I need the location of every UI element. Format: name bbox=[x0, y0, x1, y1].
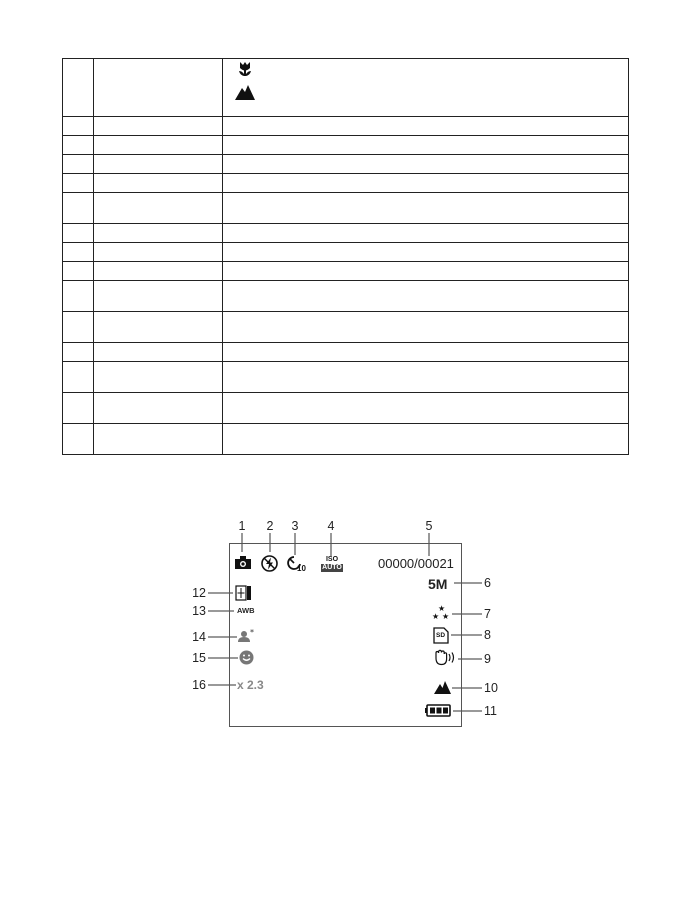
zoom-indicator: x 2.3 bbox=[237, 678, 264, 692]
landscape-icon bbox=[434, 681, 451, 694]
iso-label: ISO bbox=[325, 556, 339, 563]
flash-off-icon bbox=[261, 555, 278, 572]
camera-icon bbox=[235, 556, 251, 569]
callout-number: 6 bbox=[484, 576, 491, 590]
awb-icon: AWB bbox=[237, 606, 255, 615]
quality-stars-icon bbox=[431, 604, 451, 620]
callout-number: 13 bbox=[192, 604, 206, 618]
shot-counter: 00000/00021 bbox=[378, 556, 454, 571]
battery-icon bbox=[425, 704, 453, 717]
callout-number: 4 bbox=[327, 519, 335, 533]
anti-shake-icon bbox=[433, 649, 458, 666]
callout-number: 9 bbox=[484, 652, 491, 666]
callout-number: 10 bbox=[484, 681, 498, 695]
callout-number: 14 bbox=[192, 630, 206, 644]
callout-number: 5 bbox=[425, 519, 433, 533]
callout-number: 7 bbox=[484, 607, 491, 621]
metering-icon bbox=[235, 585, 252, 601]
face-beauty-icon bbox=[238, 628, 256, 643]
self-timer-value: 10 bbox=[297, 564, 306, 573]
callout-number: 11 bbox=[484, 704, 497, 718]
svg-text:*: * bbox=[250, 628, 254, 637]
callout-number: 15 bbox=[192, 651, 206, 665]
svg-text:★: ★ bbox=[442, 612, 450, 620]
iso-icon bbox=[320, 556, 344, 572]
callout-number: 16 bbox=[192, 678, 206, 692]
iso-value: AUTO bbox=[322, 564, 342, 571]
svg-text:★: ★ bbox=[438, 604, 446, 613]
callout-number: 12 bbox=[192, 586, 206, 600]
smile-detect-icon bbox=[239, 650, 254, 665]
sd-card-label: SD bbox=[436, 632, 446, 639]
resolution-indicator: 5M bbox=[428, 576, 448, 592]
callout-number: 2 bbox=[266, 519, 274, 533]
callout-number: 8 bbox=[484, 628, 491, 642]
callout-number: 3 bbox=[291, 519, 299, 533]
svg-text:★: ★ bbox=[432, 612, 440, 620]
callout-number: 1 bbox=[238, 519, 246, 533]
